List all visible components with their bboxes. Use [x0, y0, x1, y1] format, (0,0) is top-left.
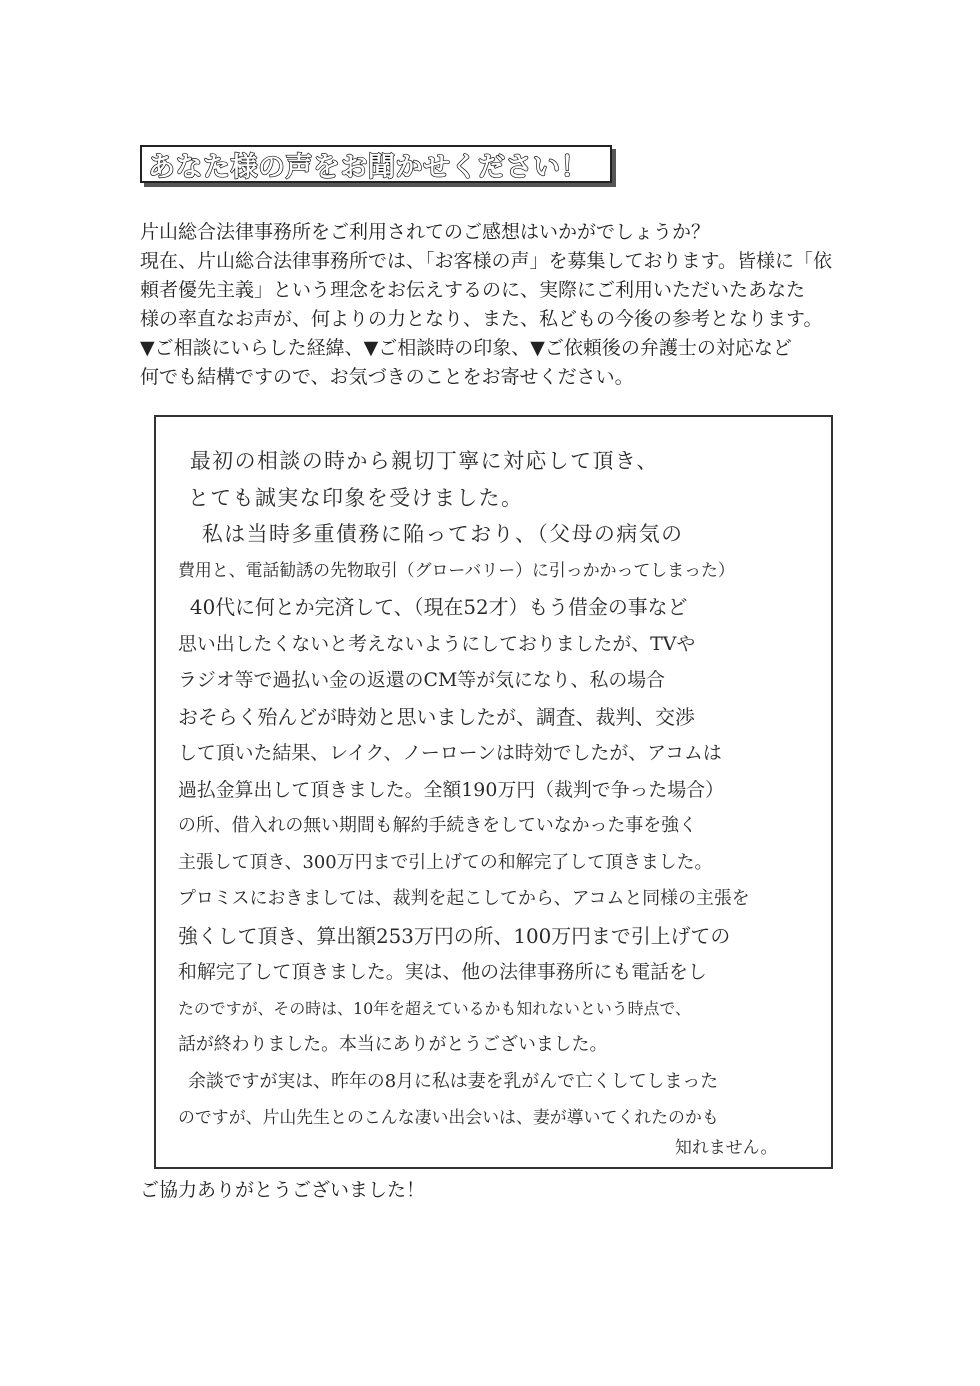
letter-line: たのですが、その時は、10年を超えているかも知れないという時点で、	[178, 998, 691, 1018]
intro-line: 様の率直なお声が、何よりの力となり、また、私どもの今後の参考となります。	[140, 308, 823, 330]
handwritten-letter	[178, 443, 818, 1159]
letter-line: 思い出したくないと考えないようにしておりましたが、TVや	[178, 632, 696, 655]
letter-line: プロミスにおきましては、裁判を起こしてから、アコムと同様の主張を	[178, 888, 750, 909]
letter-line: 最初の相談の時から親切丁寧に対応して頂き、	[189, 449, 659, 473]
intro-paragraph	[140, 218, 860, 392]
letter-line: 和解完了して頂きました。実は、他の法律事務所にも電話をし	[178, 961, 707, 983]
letter-line: 余談ですが実は、昨年の8月に私は妻を乳がんで亡くしてしまった	[187, 1070, 719, 1092]
letter-line: 強くして頂き、算出額253万円の所、100万円まで引上げての	[178, 923, 731, 948]
letter-line: とても誠実な印象を受けました。	[187, 485, 524, 510]
handwritten-letter-box	[154, 415, 833, 1169]
letter-line: 私は当時多重債務に陥っており、（父母の病気の	[201, 522, 684, 546]
letter-line: 主張して頂き、300万円まで引上げての和解完了して頂きました。	[178, 851, 713, 873]
intro-line: 片山総合法律事務所をご利用されてのご感想はいかがでしょうか？	[140, 221, 711, 243]
intro-line: 何でも結構ですので、お気づきのことをお寄せください。	[140, 366, 634, 388]
letter-line: の所、借入れの無い期間も解約手続きをしていなかった事を強く	[178, 815, 697, 836]
letter-line: ラジオ等で過払い金の返還のCM等が気になり、私の場合	[178, 669, 666, 691]
page-title-box	[140, 145, 612, 183]
intro-line: 頼者優先主義」という理念をお伝えするのに、実際にご利用いただいたあなた	[140, 279, 806, 301]
letter-line: 話が終わりました。本当にありがとうございました。	[178, 1034, 608, 1055]
letter-line: 過払金算出して頂きました。全額190万円（裁判で争った場合）	[178, 778, 724, 801]
intro-line: 現在、片山総合法律事務所では、「お客様の声」を募集しております。皆様に「依	[140, 250, 832, 272]
letter-line: 40代に何とか完済して、（現在52才）もう借金の事など	[189, 595, 688, 619]
letter-line: して頂いた結果、レイク、ノーローンは時効でしたが、アコムは	[178, 742, 722, 764]
letter-line: 知れません。	[675, 1137, 778, 1158]
intro-line: ▼ご相談にいらした経緯、▼ご相談時の印象、▼ご依頼後の弁護士の対応など	[140, 337, 792, 359]
letter-line: 費用と、電話勧誘の先物取引（グローバリー）に引っかかってしまった）	[178, 560, 735, 581]
thanks-message: ご協力ありがとうございました！	[140, 1179, 426, 1201]
letter-line: おそらく殆んどが時効と思いましたが、調査、裁判、交渉	[178, 704, 695, 729]
page-title: あなた様の声をお聞かせください！	[148, 151, 588, 183]
letter-line: のですが、片山先生とのこんな凄い出会いは、妻が導いてくれたのかも	[178, 1108, 719, 1128]
